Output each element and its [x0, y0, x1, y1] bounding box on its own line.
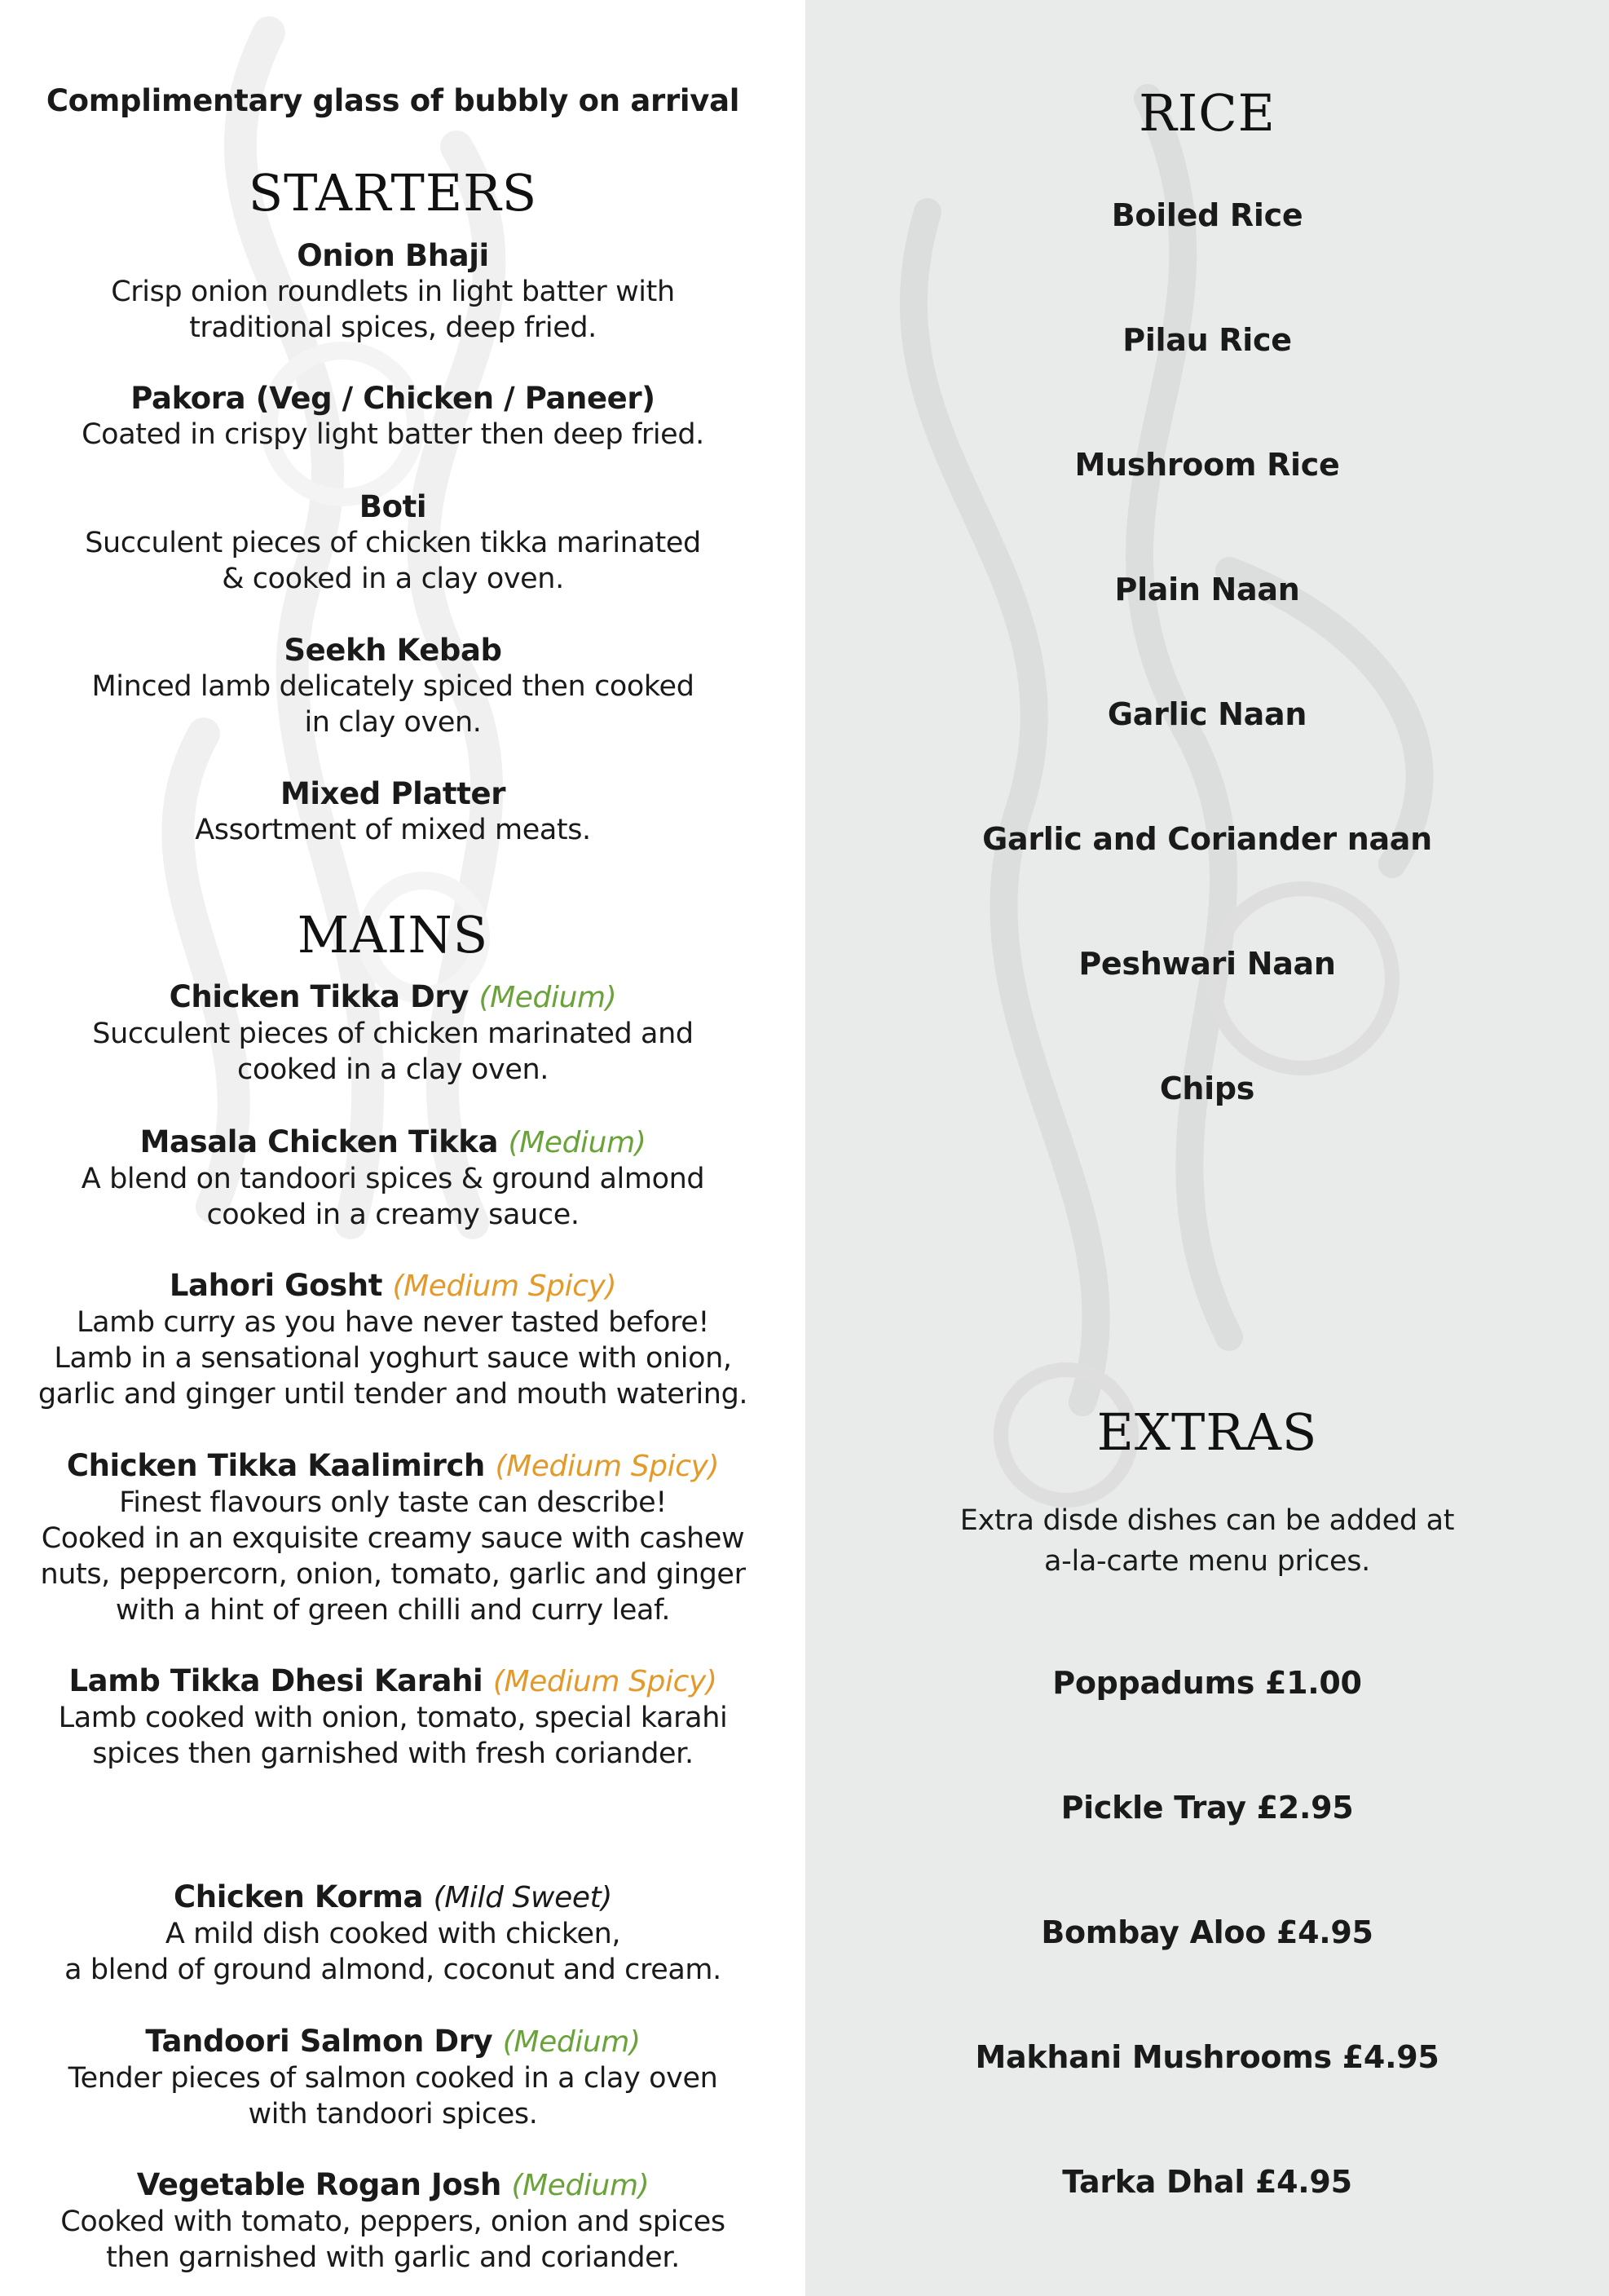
rice-title: RICE — [1139, 83, 1276, 143]
dish-name: Tandoori Salmon Dry — [145, 2024, 493, 2059]
rice-item: Garlic Naan — [1107, 696, 1307, 732]
dish-name-line — [0, 979, 786, 1016]
menu-dish — [0, 2167, 786, 2276]
dish-name: Onion Bhaji — [297, 238, 489, 273]
menu-dish — [0, 1268, 786, 1412]
dish-name: Chicken Tikka Kaalimirch — [66, 1448, 485, 1483]
dish-name-line — [0, 1663, 786, 1700]
extras-item: Bombay Aloo £4.95 — [1041, 1914, 1373, 1950]
menu-dish — [0, 1124, 786, 1233]
dish-name-line — [0, 381, 786, 417]
menu-dish — [0, 2024, 786, 2132]
extras-note-line: a-la-carte menu prices. — [1043, 1545, 1371, 1578]
menu-dish — [0, 979, 786, 1088]
starters-title: STARTERS — [248, 163, 538, 223]
extras-note — [805, 1500, 1609, 1582]
dish-heat-level: (Medium Spicy) — [492, 1665, 717, 1698]
dish-name: Boti — [359, 489, 427, 524]
dish-description-line: with a hint of green chilli and curry leaf. — [115, 1594, 671, 1627]
dish-name-line — [0, 776, 786, 812]
dish-description-line: in clay oven. — [304, 706, 482, 739]
dish-name-line — [0, 633, 786, 669]
dish-description-line: & cooked in a clay oven. — [222, 563, 564, 595]
dish-description-line: Succulent pieces of chicken marinated and — [92, 1018, 694, 1050]
rice-item: Pilau Rice — [1122, 322, 1292, 358]
dish-heat-level: (Medium Spicy) — [495, 1450, 720, 1483]
dish-description-line: Succulent pieces of chicken tikka marinated — [85, 527, 701, 559]
dish-name-line — [0, 238, 786, 274]
dish-heat-level: (Medium) — [508, 1126, 646, 1159]
dish-description-line: Tender pieces of salmon cooked in a clay oven — [68, 2062, 718, 2095]
right-column — [805, 0, 1609, 2296]
dish-description-line: Minced lamb delicately spiced then cooked — [91, 670, 694, 703]
dish-heat-level: (Medium) — [511, 2169, 650, 2202]
dish-description-line: with tandoori spices. — [248, 2098, 538, 2130]
dish-name: Vegetable Rogan Josh — [136, 2167, 501, 2202]
rice-item: Mushroom Rice — [1074, 447, 1340, 483]
dish-name: Lamb Tikka Dhesi Karahi — [68, 1663, 483, 1698]
dish-name: Mixed Platter — [280, 776, 506, 811]
menu-dish — [0, 1448, 786, 1628]
dish-name-line — [0, 1448, 786, 1485]
dish-description-line: garlic and ginger until tender and mouth watering. — [37, 1378, 748, 1411]
dish-description-line: Cooked in an exquisite creamy sauce with cashew — [41, 1522, 745, 1555]
dish-name: Seekh Kebab — [284, 633, 502, 668]
dish-name-line — [0, 1268, 786, 1305]
rice-item: Peshwari Naan — [1078, 946, 1336, 982]
rice-item: Plain Naan — [1114, 572, 1300, 607]
dish-description-line: Crisp onion roundlets in light batter with — [111, 276, 675, 308]
extras-title: EXTRAS — [1096, 1402, 1318, 1462]
extras-item: Tarka Dhal £4.95 — [1062, 2164, 1352, 2200]
extras-item: Makhani Mushrooms £4.95 — [975, 2039, 1439, 2075]
mains-title: MAINS — [297, 905, 489, 965]
menu-dish — [0, 633, 786, 740]
dish-heat-level: (Mild Sweet) — [433, 1881, 612, 1914]
extras-item: Poppadums £1.00 — [1052, 1665, 1362, 1701]
extras-note-line: Extra disde dishes can be added at — [959, 1504, 1455, 1537]
dish-description-line: traditional spices, deep fried. — [189, 311, 597, 344]
extras-item: Pickle Tray £2.95 — [1060, 1790, 1354, 1826]
dish-description-line: A blend on tandoori spices & ground almond — [81, 1163, 705, 1195]
dish-name: Lahori Gosht — [169, 1268, 382, 1303]
menu-dish — [0, 381, 786, 453]
dish-description-line: cooked in a clay oven. — [237, 1053, 549, 1086]
menu-dish — [0, 1663, 786, 1772]
dish-description-line: A mild dish cooked with chicken, — [165, 1918, 621, 1950]
dish-name-line — [0, 489, 786, 525]
dish-name-line — [0, 2024, 786, 2060]
rice-item: Boiled Rice — [1111, 197, 1303, 233]
dish-description-line: Lamb curry as you have never tasted before! — [76, 1306, 709, 1339]
dish-description-line: nuts, peppercorn, onion, tomato, garlic and ginger — [40, 1558, 746, 1591]
dish-name: Pakora (Veg / Chicken / Paneer) — [130, 381, 655, 416]
dish-description-line: Coated in crispy light batter then deep fried. — [82, 418, 704, 451]
menu-dish — [0, 1879, 786, 1988]
dish-name-line — [0, 1124, 786, 1161]
dish-description-line: Cooked with tomato, peppers, onion and spices — [60, 2205, 725, 2238]
complimentary-tagline: Complimentary glass of bubbly on arrival — [46, 83, 740, 118]
dish-heat-level: (Medium) — [502, 2025, 641, 2059]
dish-name: Chicken Tikka Dry — [169, 979, 469, 1014]
dish-name: Masala Chicken Tikka — [139, 1124, 499, 1159]
dish-heat-level: (Medium Spicy) — [392, 1269, 617, 1303]
rice-item: Chips — [1159, 1071, 1255, 1106]
dish-name: Chicken Korma — [174, 1879, 424, 1914]
dish-description-line: Lamb in a sensational yoghurt sauce with onion, — [54, 1342, 732, 1375]
dish-name-line — [0, 1879, 786, 1916]
dish-description-line: a blend of ground almond, coconut and cream. — [64, 1954, 721, 1986]
dish-description-line: cooked in a creamy sauce. — [206, 1199, 580, 1231]
dish-description-line: spices then garnished with fresh coriander. — [92, 1737, 694, 1770]
dish-description-line: Finest flavours only taste can describe! — [119, 1486, 667, 1519]
dish-description-line: then garnished with garlic and coriander. — [106, 2241, 680, 2274]
dish-description-line: Lamb cooked with onion, tomato, special karahi — [58, 1702, 728, 1734]
menu-dish — [0, 489, 786, 597]
menu-dish — [0, 238, 786, 346]
dish-description-line: Assortment of mixed meats. — [195, 814, 591, 846]
rice-item: Garlic and Coriander naan — [982, 821, 1432, 857]
dish-name-line — [0, 2167, 786, 2204]
dish-heat-level: (Medium) — [478, 981, 617, 1014]
menu-dish — [0, 776, 786, 848]
